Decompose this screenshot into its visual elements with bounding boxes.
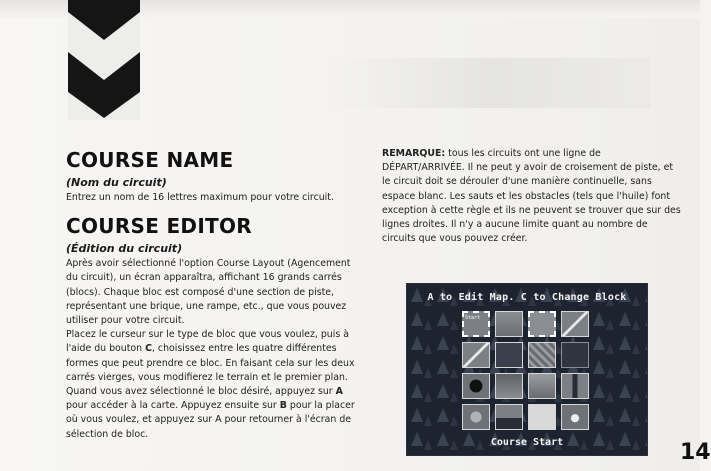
remark-text: tous les circuits ont une ligne de DÉPART/ARRIVÉE. Il ne peut y avoir de croisement de piste, et le circuit doit se dérouler d'une manière continuelle, sans espace blanc. Les sauts et les obstacles (tels que l'huile) font exception à cette règle et ils ne peuvent se trouver que sur des lignes droites. Il n'y a aucune limite quant au nombre de circuits que vous pouvez créer.	[382, 148, 681, 245]
block-tile[interactable]	[528, 373, 556, 399]
course-editor-heading: COURSE EDITOR	[66, 214, 252, 239]
course-start-label: Course Start	[490, 437, 564, 448]
block-tile[interactable]	[495, 404, 523, 430]
block-tile[interactable]	[462, 342, 490, 368]
block-tile[interactable]	[561, 311, 589, 337]
game-screenshot	[406, 283, 648, 456]
course-editor-para2	[66, 328, 356, 442]
course-editor-para1: Après avoir sélectionné l'option Course Layout (Agencement du circuit), un écran apparaîtra, affichant 16 grands carrés (blocs). Chaque bloc est composé d'une section de piste, représentant une brique, une rampe, etc., que vous pouvez utiliser pour votre circuit.	[66, 258, 351, 327]
right-column	[382, 147, 682, 246]
button-c-key: C	[145, 343, 152, 355]
chevron-tab-icon	[68, 0, 140, 120]
block-tile[interactable]	[528, 311, 556, 337]
page-number: 14	[680, 440, 711, 465]
course-name-subtitle: (Nom du circuit)	[66, 176, 167, 189]
block-tile[interactable]	[561, 342, 589, 368]
block-tile[interactable]	[528, 342, 556, 368]
left-column	[66, 148, 356, 442]
button-a-key: A	[335, 386, 343, 398]
button-b-key: B	[279, 400, 287, 412]
para2-text-a: Placez le curseur sur le type de bloc que vous voulez, puis à l'aide du bouton	[66, 329, 349, 355]
block-tile-blank[interactable]	[528, 404, 556, 430]
block-tile[interactable]	[495, 311, 523, 337]
block-grid	[462, 311, 590, 431]
block-tile[interactable]	[561, 373, 589, 399]
block-tile-start[interactable]	[462, 311, 490, 337]
block-tile[interactable]	[462, 404, 490, 430]
para2-text-b: , choisissez entre les quatre différentes formes que peut prendre ce bloc. En faisant cela sur les deux carrés vierges, vous modifierez le terrain et le premier plan. Quand vous avez sélectionné le bloc désiré, appuyez sur	[66, 343, 355, 398]
block-tile[interactable]	[561, 404, 589, 430]
para2-text-c: pour accéder à la carte. Appuyez ensuite sur	[66, 400, 280, 412]
block-tile[interactable]	[495, 373, 523, 399]
bleed-through-ghost	[330, 58, 650, 108]
para2-text-d: pour la placer où vous voulez, et appuyez sur A pour retourner à l'écran de sélection de bloc.	[66, 400, 355, 440]
course-name-body: Entrez un nom de 16 lettres maximum pour votre circuit.	[66, 192, 334, 203]
remark-paragraph	[382, 147, 682, 246]
course-editor-subtitle: (Édition du circuit)	[66, 242, 183, 256]
remark-label: REMARQUE:	[382, 148, 446, 159]
block-tile[interactable]	[462, 373, 490, 399]
game-instruction-header: A to Edit Map. C to Change Block	[427, 292, 627, 303]
course-name-heading: COURSE NAME	[66, 148, 234, 172]
start-tile-label: Start	[465, 315, 481, 321]
block-tile-blank[interactable]	[495, 342, 523, 368]
